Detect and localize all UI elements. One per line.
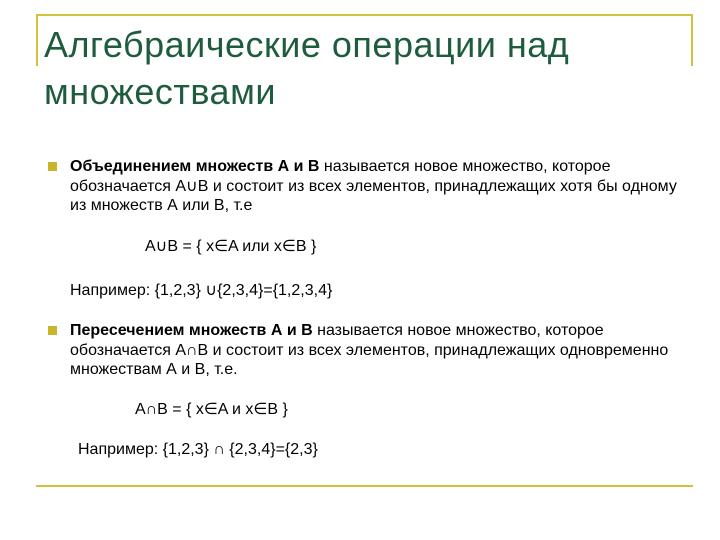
intersection-description: называется новое множество, которое обозначается A∩B и состоит из всех элементов, принадлежащих одновременно множествам А и В, т.е. (70, 322, 669, 378)
intersection-term: Пересечением множеств А и В (70, 322, 313, 339)
union-term: Объединением множеств А и В (70, 158, 320, 175)
intersection-example: Например: {1,2,3} ∩ {2,3,4}={2,3} (78, 441, 318, 458)
intersection-definition (70, 321, 680, 380)
bullet-square-icon (48, 326, 57, 335)
union-description: называется новое множество, которое обозначается A∪B и состоит из всех элементов, принадлежащих хотя бы одному из множеств А или В, т.е (70, 158, 677, 214)
top-decorative-rule (36, 14, 693, 16)
left-decorative-rule (36, 14, 38, 66)
right-decorative-rule (691, 14, 693, 66)
union-definition (70, 157, 680, 216)
slide-title: Алгебраические операции над множествами (44, 24, 570, 112)
union-example: Например: {1,2,3} ∪{2,3,4}={1,2,3,4} (70, 282, 333, 299)
bullet-square-icon (48, 162, 57, 171)
bottom-decorative-rule (36, 485, 693, 487)
intersection-formula: A∩B = { x∈A и x∈B } (135, 401, 288, 418)
union-formula: A∪B = { x∈A или x∈B } (145, 238, 317, 255)
